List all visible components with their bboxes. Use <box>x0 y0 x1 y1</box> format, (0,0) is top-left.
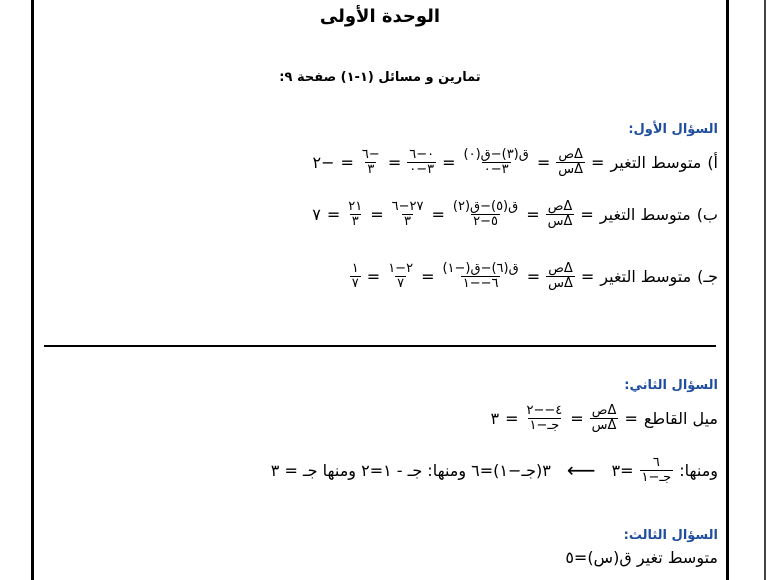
delta-fraction: $\frac{\text{Δص}}{\text{Δس}}$ <box>547 199 573 229</box>
equals-three: =٣ <box>611 460 634 480</box>
right-border-line <box>726 0 729 580</box>
far-right-edge-line <box>764 0 766 580</box>
section-divider <box>44 345 716 347</box>
question-3-heading: السؤال الثالث: <box>623 528 718 543</box>
item-letter: جـ) <box>697 266 718 286</box>
hence-label: ومنها: <box>679 460 718 480</box>
equals-sign: = <box>326 204 341 224</box>
equals-sign: = <box>340 152 354 172</box>
implies-arrow-icon: ⟵ <box>566 458 596 483</box>
equals-sign: = <box>526 266 541 286</box>
equals-sign: = <box>591 152 605 172</box>
result-value: ٧ <box>312 204 321 224</box>
q2-solve-row <box>271 456 718 484</box>
value-fraction: $\frac{٢-١}{٧}$ <box>388 261 414 291</box>
equals-sign: = <box>421 266 435 286</box>
exercises-title: تمارين و مسائل (١-١) صفحة ٩: <box>279 70 481 85</box>
delta-fraction: $\frac{\text{Δص}}{\text{Δس}}$ <box>558 147 584 177</box>
equals-sign: = <box>526 204 540 224</box>
simplified-fraction: $\frac{٢١}{٣}$ <box>348 199 363 229</box>
item-letter: أ) <box>707 152 718 172</box>
result-value: ٣ <box>490 408 500 428</box>
equals-sign: = <box>624 408 638 428</box>
q1-row-b <box>312 200 718 228</box>
result-value: −٢ <box>312 152 335 172</box>
question-3-text: متوسط تغير ق(س)=٥ <box>565 548 718 567</box>
question-1-heading: السؤال الأول: <box>628 122 718 137</box>
secant-slope-label: ميل القاطع <box>643 408 718 428</box>
function-fraction: $\frac{\text{ق(٣)−ق(٠)}}{٣-٠}$ <box>463 147 529 177</box>
equals-sign: = <box>505 408 519 428</box>
equals-sign: = <box>580 266 595 286</box>
simplified-fraction: $\frac{-٦}{٣}$ <box>361 147 380 177</box>
equals-sign: = <box>442 152 456 172</box>
q1-row-a <box>313 148 718 176</box>
simplified-fraction: $\frac{١}{٧}$ <box>351 261 359 291</box>
equation-fraction: $\frac{٦}{\text{جـ−١}}$ <box>641 455 672 485</box>
average-change-label: متوسط التغير <box>599 204 691 224</box>
equals-sign: = <box>387 152 402 172</box>
q1-row-c <box>350 262 718 290</box>
value-fraction: $\frac{٠-٦}{٣-٠}$ <box>409 147 435 177</box>
document-page <box>34 0 726 580</box>
solution-steps: ٣(جـ−١)=٦ ومنها: جـ - ١=٢ ومنها جـ = ٣ <box>270 460 551 480</box>
value-fraction: $\frac{٢٧-٦}{٣}$ <box>391 199 424 229</box>
equals-sign: = <box>370 204 384 224</box>
item-letter: ب) <box>696 204 718 224</box>
average-change-label: متوسط التغير <box>610 152 702 172</box>
function-fraction: $\frac{\text{ق(٥)−ق(٢)}}{٥-٢}$ <box>452 199 519 229</box>
delta-fraction: $\frac{\text{Δص}}{\text{Δس}}$ <box>591 403 617 433</box>
q2-slope-row <box>491 404 719 432</box>
question-2-heading: السؤال الثاني: <box>624 378 718 393</box>
value-fraction: $\frac{٤--٢}{\text{جـ−١}}$ <box>526 403 563 433</box>
q3-text-row <box>565 548 718 567</box>
delta-fraction: $\frac{\text{Δص}}{\text{Δس}}$ <box>548 261 573 291</box>
equals-sign: = <box>570 408 584 428</box>
average-change-label: متوسط التغير <box>600 266 692 286</box>
equals-sign: = <box>580 204 594 224</box>
unit-title: الوحدة الأولى <box>319 6 441 27</box>
equals-sign: = <box>536 152 551 172</box>
equals-sign: = <box>366 266 381 286</box>
function-fraction: $\frac{\text{ق(٦)−ق(−١)}}{٦--١}$ <box>442 261 519 291</box>
equals-sign: = <box>431 204 445 224</box>
